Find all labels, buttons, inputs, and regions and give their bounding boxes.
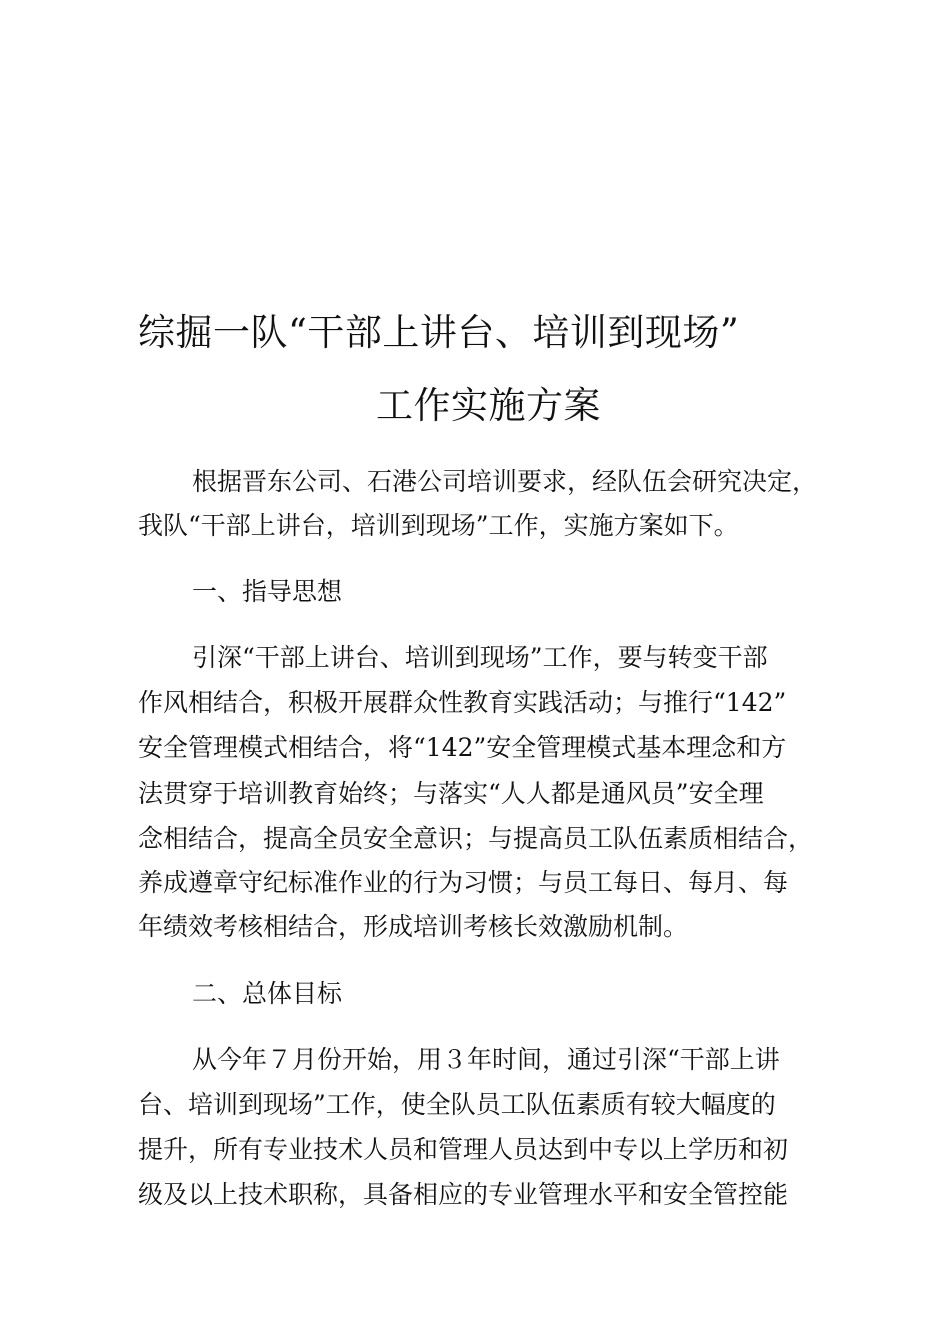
- document-title-line-1: 综掘一队“干部上讲台、培训到现场”: [138, 311, 740, 354]
- intro-paragraph-line: 我队“干部上讲台，培训到现场”工作，实施方案如下。: [138, 511, 739, 540]
- section-2-paragraph-line: 从今年７月份开始，用３年时间，通过引深“干部上讲: [192, 1045, 780, 1074]
- section-2-paragraph-line: 台、培训到现场”工作，使全队员工队伍素质有较大幅度的: [138, 1090, 776, 1119]
- section-1-paragraph-line: 安全管理模式相结合，将“142”安全管理模式基本理念和方: [138, 733, 787, 762]
- section-2-paragraph-line: 级及以上技术职称，具备相应的专业管理水平和安全管控能: [138, 1180, 789, 1209]
- section-1-paragraph-line: 法贯穿于培训教育始终；与落实“人人都是通风员”安全理: [138, 779, 764, 808]
- section-1-paragraph-line: 年绩效考核相结合，形成培训考核长效激励机制。: [138, 912, 689, 941]
- section-2-paragraph-line: 提升，所有专业技术人员和管理人员达到中专以上学历和初: [138, 1135, 789, 1164]
- section-1-paragraph-line: 念相结合，提高全员安全意识；与提高员工队伍素质相结合，: [138, 824, 814, 853]
- section-1-paragraph-line: 养成遵章守纪标准作业的行为习惯；与员工每日、每月、每: [138, 868, 789, 897]
- section-1-paragraph-line: 作风相结合，积极开展群众性教育实践活动；与推行“142”: [138, 688, 787, 717]
- section-1-heading: 一、指导思想: [192, 577, 343, 606]
- intro-paragraph-line: 根据晋东公司、石港公司培训要求，经队伍会研究决定，: [192, 467, 818, 496]
- document-title-line-2: 工作实施方案: [376, 384, 601, 427]
- section-1-paragraph-line: 引深“干部上讲台、培训到现场”工作，要与转变干部: [192, 643, 768, 672]
- section-2-heading: 二、总体目标: [192, 979, 343, 1008]
